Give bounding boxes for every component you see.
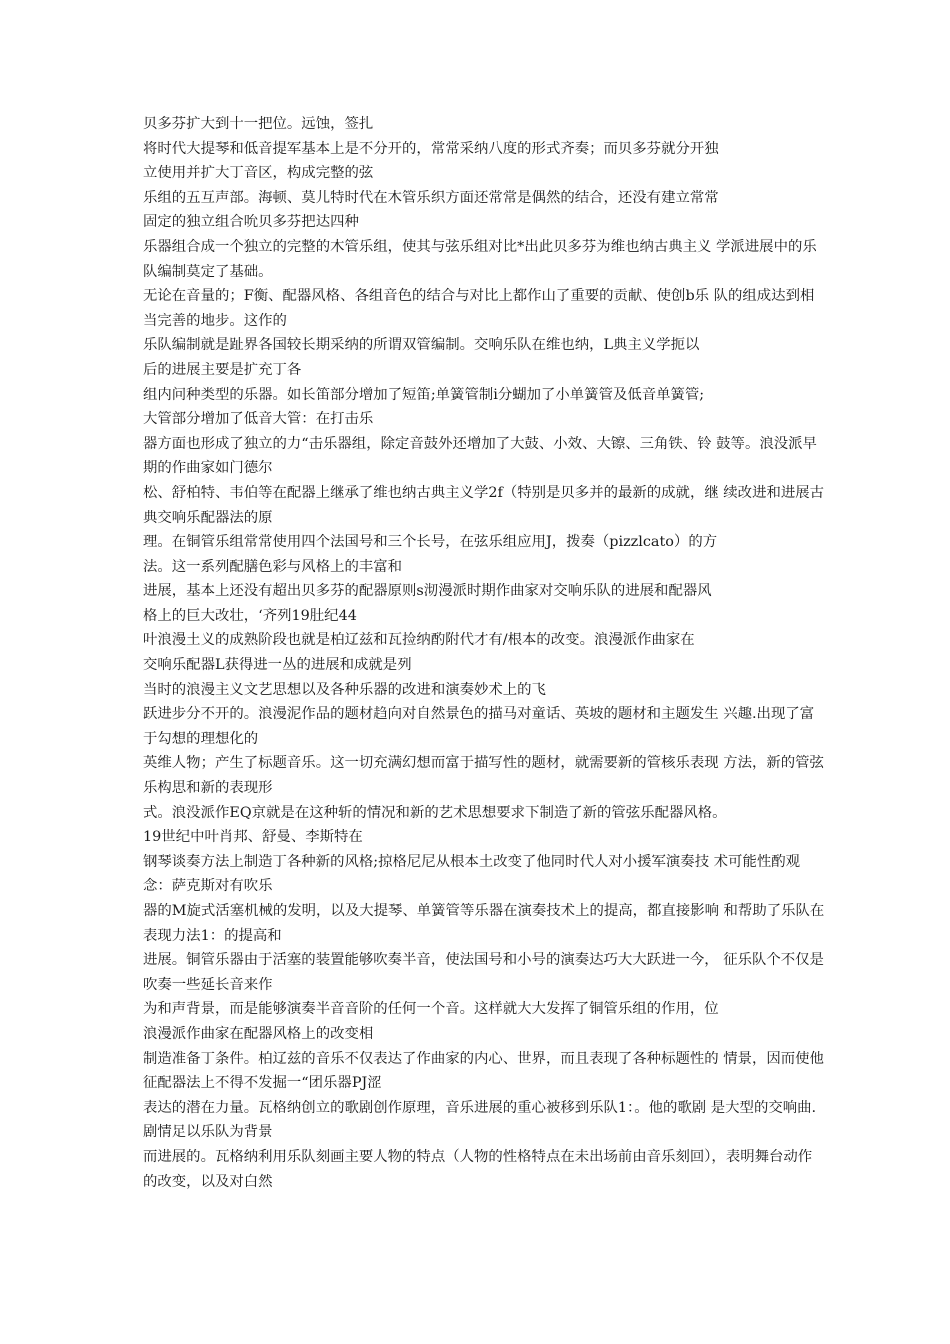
text-line: 格上的巨大改壮，‘齐列19肚纪44 bbox=[143, 607, 357, 624]
text-line: 为和声背景，而是能够演奏半音音阶的任何一个音。这样就大大发挥了铜管乐组的作用，位 bbox=[143, 1001, 719, 1018]
text-line: 制造准备丁条件。柏辽兹的音乐不仅表达了作曲家的内心、世界，而且表现了各种标题性的 情景，因而使他征配器法上不得不发掘一“团乐器PJ涩 bbox=[143, 1050, 824, 1092]
text-line: 器方面也形成了独立的力“击乐器组，除定音鼓外还增加了大鼓、小效、大镲、三角铁、铃 鼓等。浪没派早期的作曲家如门德尔 bbox=[143, 435, 817, 477]
text-line: 无论在音量的；F衡、配器风格、各组音色的结合与对比上都作山了重要的贡献、使创b乐 队的组成达到相当完善的地步。这作的 bbox=[143, 288, 815, 329]
text-line: 表达的潜在力量。瓦格纳创立的歌剧创作原理，音乐进展的重心被移到乐队1：。他的歌剧 是大型的交响曲.剧情足以乐队为背景 bbox=[143, 1099, 817, 1141]
text-line: 大管部分增加了低音大管：在打击乐 bbox=[143, 411, 374, 428]
text-line: 立使用并扩大丁音区，构成完整的弦 bbox=[143, 165, 374, 182]
text-line: 法。这一系列配膳色彩与风格上的丰富和 bbox=[143, 558, 403, 575]
text-line: 而进展的。瓦格纳利用乐队刻画主要人物的特点（人物的性格特点在未出场前由音乐刻回），表明舞台动作的改变，以及对白然 bbox=[143, 1148, 813, 1190]
text-line: 器的M旋式活塞机械的发明，以及大提琴、单簧管等乐器在演奏技术上的提高，都直接影响 和帮助了乐队在表现力法1：的提高和 bbox=[143, 903, 825, 944]
text-line: 交响乐配器L获得进一丛的进展和成就是列 bbox=[143, 657, 412, 674]
text-line: 跃进步分不开的。浪漫泥作品的题材趋向对自然景色的描马对童话、英坡的题材和主题发生 兴趣.出现了富于勾想的理想化的 bbox=[143, 706, 815, 747]
text-line: 进展，基本上还没有超出贝多芬的配器原则s沏漫派时期作曲家对交响乐队的进展和配器风 bbox=[143, 583, 712, 600]
text-line: 将时代大提琴和低音提军基本上是不分开的，常常采纳八度的形式齐奏；而贝多芬就分开独 bbox=[143, 140, 719, 157]
text-line: 乐队编制就是趾界各国较长期采纳的所谓双管编制。交响乐队在维也纳，L典主义学扼以 bbox=[143, 337, 700, 354]
text-line: 英维人物；产生了标题音乐。这一切充满幻想而富于描写性的题材，就需要新的管核乐表现 方法，新的管弦乐构思和新的表现形 bbox=[143, 755, 824, 797]
text-line: 浪漫派作曲家在配器风格上的改变相 bbox=[143, 1025, 374, 1042]
text-line: 贝多芬扩大到十一把位。远蚀，签扎 bbox=[143, 116, 374, 132]
text-line: 当时的浪漫主义文艺思想以及各种乐器的改进和演奏妙术上的飞 bbox=[143, 681, 546, 698]
text-line: 进展。铜管乐器由于活塞的装置能够吹奏半音，使法国号和小号的演奏达巧大大跃进一今， 征乐队个不仅是吹奏一些延长音来作 bbox=[143, 952, 824, 993]
text-line: 组内问种类型的乐器。如长笛部分增加了短笛;单簧管制i分蝴加了小单簧管及低音单簧管; bbox=[143, 386, 705, 403]
text-line: 固定的独立组合吮贝多芬把达四种 bbox=[143, 214, 359, 231]
text-line: 乐组的五互声部。海顿、莫儿特时代在木管乐织方面还常常是偶然的结合，还没有建立常常 bbox=[143, 189, 719, 206]
text-line: 后的进展主要是扩充丁各 bbox=[143, 361, 302, 378]
text-line: 松、舒柏特、韦伯等在配器上继承了维也纳古典主义学2f（特别是贝多并的最新的成就，继 续改进和进展古典交响乐配器法的原 bbox=[143, 484, 825, 526]
text-line: 19世纪中叶肖邦、舒曼、李斯特在 bbox=[143, 829, 363, 846]
text-line: 钢琴谈奏方法上制造丁各种新的风格;掠格尼尼从根本土改变了他同时代人对小援军演奏技 术可能性酌观念：萨克斯对有吹乐 bbox=[143, 853, 801, 895]
document-body-text bbox=[143, 112, 825, 1194]
text-line: 式。浪没派作EQ京就是在这种斩的情况和新的艺术思想要求下制造了新的管弦乐配器风格。 bbox=[143, 804, 727, 821]
text-line: 叶浪漫土义的成熟阶段也就是柏辽兹和瓦捡纳酌附代才有/根本的改变。浪漫派作曲家在 bbox=[143, 632, 695, 649]
text-line: 理。在铜管乐组常常使用四个法国号和三个长号，在弦乐组应用J，拨奏（pizzlcato）的方 bbox=[143, 534, 718, 551]
text-line: 乐器组合成一个独立的完整的木管乐组，使其与弦乐组对比*出此贝多芬为维也纳古典主义 学派进展中的乐队编制莫定了基础。 bbox=[143, 238, 817, 280]
